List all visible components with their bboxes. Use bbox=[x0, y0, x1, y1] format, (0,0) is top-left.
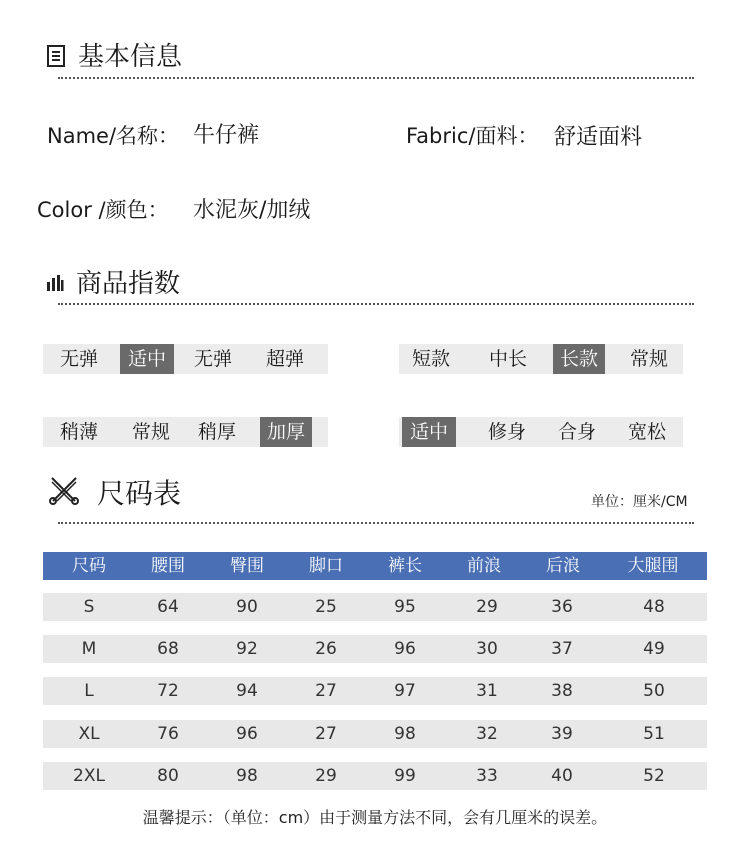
table-cell: 64 bbox=[157, 597, 179, 617]
table-cell: 25 bbox=[315, 597, 337, 617]
header-cell: 后浪 bbox=[546, 556, 580, 576]
product-index-title: 商品指数 bbox=[76, 269, 181, 299]
fabric-value: 舒适面料 bbox=[554, 125, 643, 150]
size-chart-title: 尺码表 bbox=[97, 477, 182, 510]
header-cell: 大腿围 bbox=[627, 556, 679, 576]
table-cell: 98 bbox=[236, 766, 258, 786]
stretch-option: 无弹 bbox=[193, 348, 232, 370]
thickness-option: 稍薄 bbox=[59, 421, 98, 443]
table-cell: 37 bbox=[551, 639, 573, 659]
fabric-label: Fabric/面料： bbox=[406, 124, 539, 148]
table-cell: 97 bbox=[394, 681, 416, 701]
fit-option: 宽松 bbox=[627, 421, 666, 443]
color-value: 水泥灰/加绒 bbox=[193, 198, 311, 223]
table-cell: 96 bbox=[394, 639, 416, 659]
name-value: 牛仔裤 bbox=[193, 123, 260, 148]
table-cell: 95 bbox=[394, 597, 416, 617]
measurement-note: 温馨提示：（单位：cm）由于测量方法不同，会有几厘米的误差。 bbox=[142, 808, 608, 827]
header-cell: 臀围 bbox=[230, 556, 264, 576]
table-cell: 96 bbox=[236, 724, 258, 744]
table-cell: 52 bbox=[643, 766, 665, 786]
table-cell: 32 bbox=[476, 724, 498, 744]
divider bbox=[58, 303, 694, 305]
header-cell: 前浪 bbox=[467, 556, 501, 576]
stretch-option-selected: 适中 bbox=[120, 344, 174, 374]
size-table-header bbox=[43, 552, 707, 580]
table-cell: 94 bbox=[236, 681, 258, 701]
table-cell: XL bbox=[78, 724, 100, 744]
stretch-option: 超弹 bbox=[265, 348, 304, 370]
table-cell: L bbox=[84, 681, 94, 701]
length-option: 中长 bbox=[488, 348, 527, 370]
table-cell: 72 bbox=[157, 681, 179, 701]
table-cell: M bbox=[81, 639, 97, 659]
document-icon bbox=[46, 45, 66, 67]
basic-info-title: 基本信息 bbox=[78, 42, 183, 72]
basic-info-section bbox=[0, 0, 750, 240]
length-scale bbox=[399, 344, 683, 374]
table-cell: 29 bbox=[315, 766, 337, 786]
table-cell: 36 bbox=[551, 597, 573, 617]
table-cell: 33 bbox=[476, 766, 498, 786]
thickness-option: 稍厚 bbox=[197, 421, 236, 443]
table-cell: 38 bbox=[551, 681, 573, 701]
stretch-option: 无弹 bbox=[59, 348, 98, 370]
table-cell: 27 bbox=[315, 681, 337, 701]
divider bbox=[58, 522, 694, 524]
table-cell: 51 bbox=[643, 724, 665, 744]
color-label: Color /颜色： bbox=[37, 198, 169, 222]
table-cell: 48 bbox=[643, 597, 665, 617]
table-cell: S bbox=[83, 597, 95, 617]
table-cell: 49 bbox=[643, 639, 665, 659]
fit-scale bbox=[399, 417, 683, 447]
bar-chart-icon bbox=[46, 275, 64, 291]
thickness-option-selected: 加厚 bbox=[260, 417, 312, 447]
table-cell: 29 bbox=[476, 597, 498, 617]
table-row bbox=[43, 720, 707, 748]
thickness-option: 常规 bbox=[131, 421, 170, 443]
header-cell: 腰围 bbox=[151, 556, 185, 576]
table-cell: 50 bbox=[643, 681, 665, 701]
thickness-scale bbox=[43, 417, 328, 447]
stretch-scale bbox=[43, 344, 328, 374]
table-row bbox=[43, 677, 707, 705]
table-cell: 39 bbox=[551, 724, 573, 744]
table-cell: 40 bbox=[551, 766, 573, 786]
name-label: Name/名称： bbox=[47, 124, 180, 148]
header-cell: 尺码 bbox=[72, 556, 106, 576]
length-option-selected: 长款 bbox=[553, 344, 605, 374]
table-cell: 99 bbox=[394, 766, 416, 786]
header-cell: 脚口 bbox=[309, 556, 343, 576]
fit-option-selected: 适中 bbox=[402, 417, 456, 447]
divider bbox=[58, 77, 694, 79]
table-row bbox=[43, 762, 707, 790]
table-cell: 76 bbox=[157, 724, 179, 744]
header-cell: 裤长 bbox=[388, 556, 422, 576]
length-option: 短款 bbox=[411, 348, 450, 370]
unit-label: 单位：厘米/CM bbox=[591, 494, 688, 510]
table-cell: 27 bbox=[315, 724, 337, 744]
fit-option: 修身 bbox=[487, 421, 526, 443]
table-cell: 2XL bbox=[73, 766, 105, 786]
table-cell: 92 bbox=[236, 639, 258, 659]
fit-option: 合身 bbox=[557, 421, 596, 443]
table-cell: 80 bbox=[157, 766, 179, 786]
table-row bbox=[43, 593, 707, 621]
length-option: 常规 bbox=[629, 348, 668, 370]
table-cell: 68 bbox=[157, 639, 179, 659]
scissors-icon bbox=[48, 474, 80, 506]
table-cell: 31 bbox=[476, 681, 498, 701]
table-cell: 98 bbox=[394, 724, 416, 744]
table-cell: 30 bbox=[476, 639, 498, 659]
table-cell: 90 bbox=[236, 597, 258, 617]
table-cell: 26 bbox=[315, 639, 337, 659]
table-row bbox=[43, 635, 707, 663]
